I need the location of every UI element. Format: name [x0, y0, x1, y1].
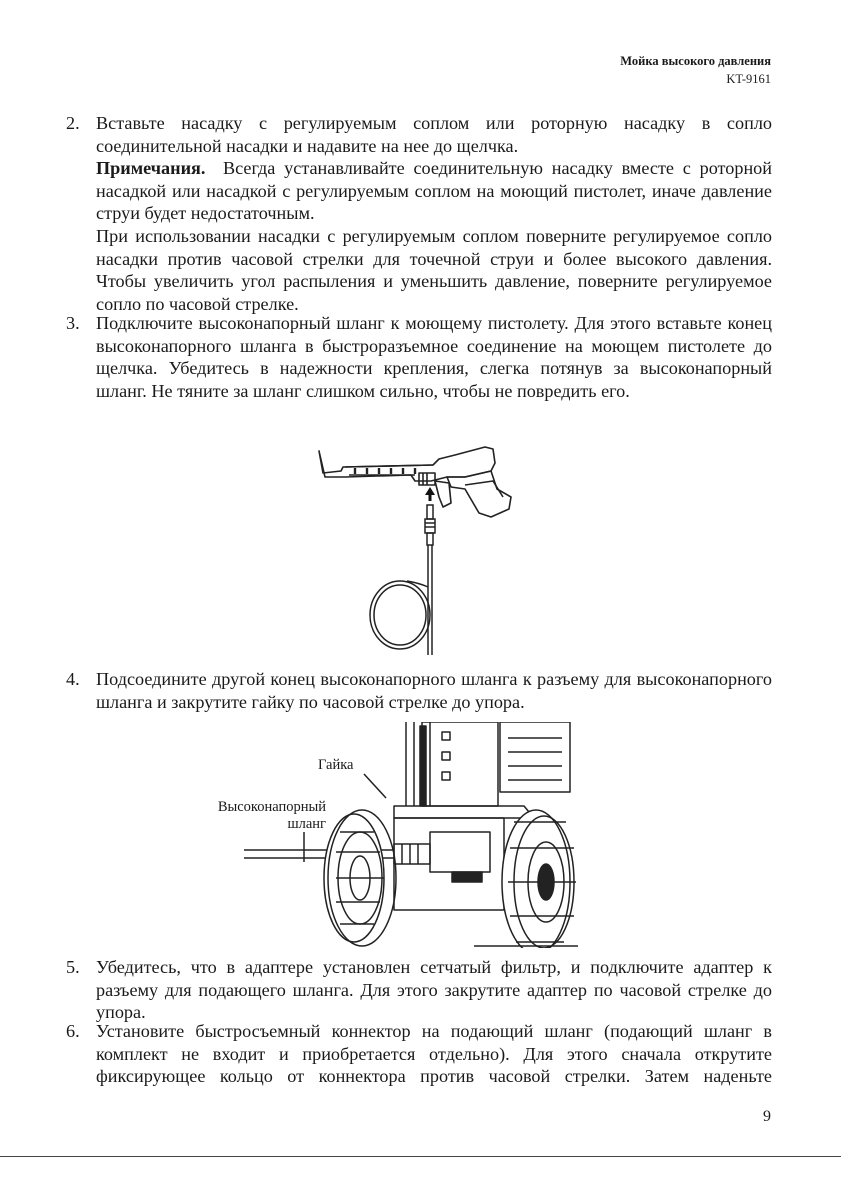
page-number: 9 — [763, 1108, 771, 1125]
bottom-rule — [0, 1156, 841, 1157]
step-text: Подсоедините другой конец высоконапорного шланга к разъему для высоконапорного шланга и закрутите гайку по часовой стрелке до упора. — [96, 669, 772, 712]
page-header — [620, 52, 771, 88]
step-number: 6. — [66, 1021, 80, 1041]
step-text: Установите быстросъемный коннектор на подающий шланг (подающий шланг в комплект не входит и приобретается отдельно). Для этого сначала открутите фиксирующее кольцо от коннектора против часовой стрелки. Затем наденьте — [96, 1021, 772, 1087]
header-title: Мойка высокого давления — [620, 54, 771, 68]
step-number: 3. — [66, 313, 80, 333]
step-5 — [66, 956, 772, 1024]
step-number: 4. — [66, 669, 80, 689]
header-model: KT-9161 — [726, 72, 771, 86]
step-2 — [66, 112, 772, 315]
step-number: 5. — [66, 957, 80, 977]
label-hose-line2: шланг — [287, 816, 326, 832]
step-number: 2. — [66, 113, 80, 133]
note-text: Всегда устанавливайте соединительную насадку вместе с роторной насадкой или насадкой с регулируемым соплом на моющий пистолет, иначе давление струи будет недостаточным. — [96, 158, 772, 224]
step-note — [96, 157, 772, 225]
note-label: Примечания. — [96, 158, 206, 179]
step-text: Подключите высоконапорный шланг к моющему пистолету. Для этого вставьте конец высоконапорного шланга в быстроразъемное соединение на моющем пистолете до щелчка. Убедитесь в надежности крепления, слегка потянув за высоконапорный шланг. Не тяните за шланг слишком сильно, чтобы не повредить его. — [96, 313, 772, 401]
step-3 — [66, 312, 772, 402]
washer-connection-figure — [244, 722, 578, 948]
step-text: Вставьте насадку с регулируемым соплом или роторную насадку в сопло соединительной насадки и надавите на нее до щелчка. — [96, 113, 772, 156]
spray-gun-figure — [315, 437, 525, 655]
step-4 — [66, 668, 772, 713]
label-hose-line1: Высоконапорный — [217, 799, 326, 815]
step-6 — [66, 1020, 772, 1088]
label-nut: Гайка — [318, 757, 354, 773]
step-text: При использовании насадки с регулируемым соплом поверните регулируемое сопло насадки против часовой стрелки для точечной струи и более высокого давления. Чтобы увеличить угол распыления и уменьшить давление, поверните регулируемое сопло по часовой стрелке. — [96, 225, 772, 314]
step-text: Убедитесь, что в адаптере установлен сетчатый фильтр, и подключите адаптер к разъему для подающего шланга. Для этого закрутите адаптер по часовой стрелке до упора. — [96, 957, 772, 1023]
